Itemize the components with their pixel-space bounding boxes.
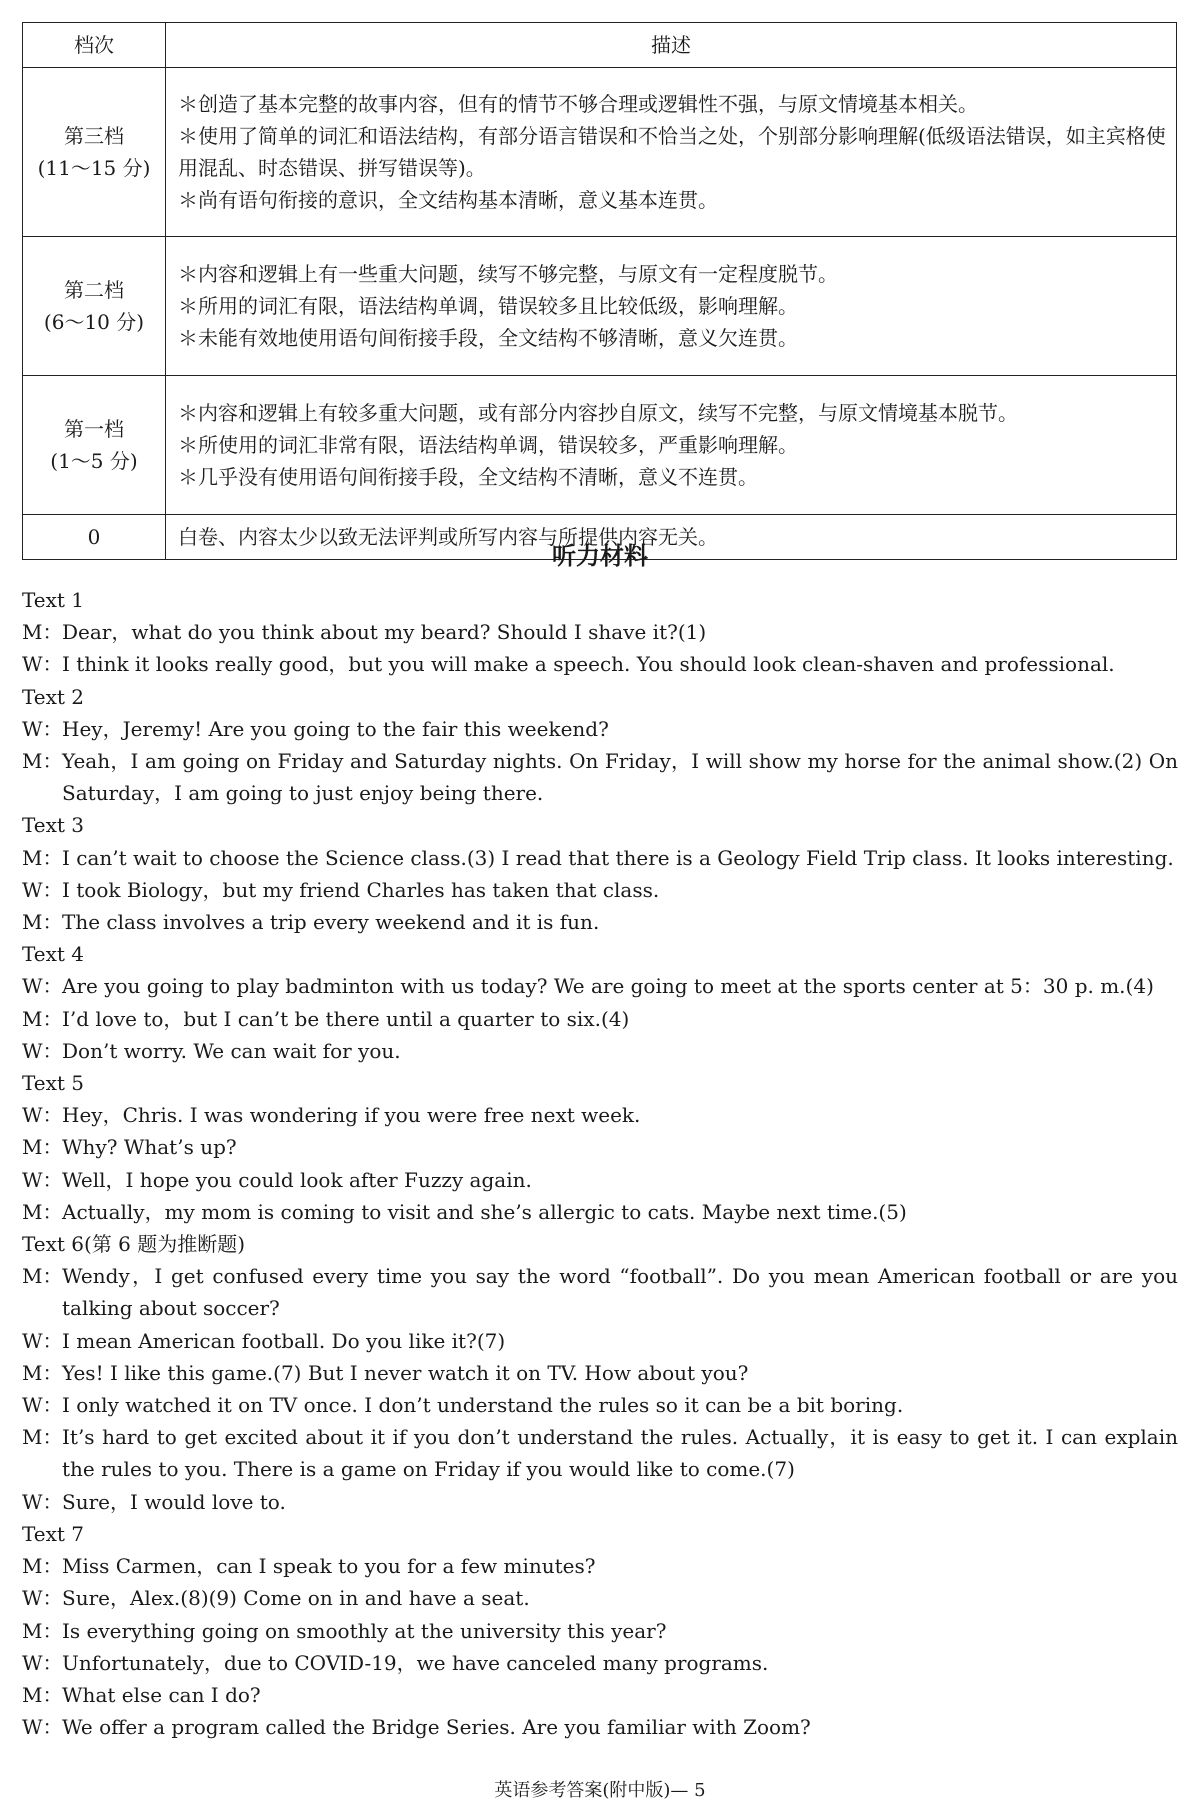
rubric-row-level-3 <box>23 68 1177 237</box>
transcript-text-heading: Text 7 <box>22 1521 85 1546</box>
dialog-line <box>22 1615 1178 1647</box>
speaker-label: W： <box>22 1328 63 1353</box>
dialog-line <box>22 1035 1178 1067</box>
rubric-item: ＊内容和逻辑上有较多重大问题，或有部分内容抄自原文，续写不完整，与原文情境基本脱节。 <box>178 401 1018 425</box>
rubric-header-description: 描述 <box>166 23 1177 68</box>
dialog-text: Dear，what do you think about my beard? Should I shave it?(1) <box>62 620 707 645</box>
dialog-text: Unfortunately，due to COVID-19，we have canceled many programs. <box>62 1650 769 1675</box>
rubric-level-range: (1～5 分) <box>50 449 138 473</box>
dialog-text: We offer a program called the Bridge Series. Are you familiar with Zoom? <box>62 1715 811 1740</box>
speaker-label: M： <box>22 1006 63 1031</box>
speaker-label: W： <box>22 1715 63 1740</box>
speaker-label: M： <box>22 1199 63 1224</box>
speaker-label: M： <box>22 620 63 645</box>
dialog-text: Yes! I like this game.(7) But I never watch it on TV. How about you? <box>62 1360 749 1385</box>
speaker-label: M： <box>22 1682 63 1707</box>
rubric-description-cell <box>166 376 1177 515</box>
speaker-label: M： <box>22 1425 63 1450</box>
dialog-line <box>22 648 1178 680</box>
dialog-text: What else can I do? <box>62 1682 261 1707</box>
dialog-line <box>22 1131 1178 1163</box>
rubric-item: ＊尚有语句衔接的意识，全文结构基本清晰，意义基本连贯。 <box>178 188 718 212</box>
dialog-text: I’d love to，but I can’t be there until a quarter to six.(4) <box>62 1006 630 1031</box>
speaker-label: W： <box>22 1393 63 1418</box>
rubric-item: ＊未能有效地使用语句间衔接手段，全文结构不够清晰，意义欠连贯。 <box>178 326 798 350</box>
dialog-text: I only watched it on TV once. I don’t understand the rules so it can be a bit boring. <box>62 1393 904 1418</box>
dialog-line <box>22 1486 1178 1518</box>
speaker-label: W： <box>22 877 63 902</box>
dialog-text: I mean American football. Do you like it?(7) <box>62 1328 506 1353</box>
scoring-rubric-table <box>22 22 1177 560</box>
dialog-line <box>22 842 1178 874</box>
dialog-line <box>22 1196 1178 1228</box>
dialog-line <box>22 1550 1178 1582</box>
rubric-level-name: 第一档 <box>64 417 124 441</box>
dialog-line <box>22 1260 1178 1324</box>
rubric-item: 白卷、内容太少以致无法评判或所写内容与所提供内容无关。 <box>178 525 718 549</box>
rubric-item: ＊所使用的词汇非常有限，语法结构单调，错误较多，严重影响理解。 <box>178 433 798 457</box>
speaker-label: M： <box>22 1618 63 1643</box>
section-title: 听力材料 <box>552 542 648 570</box>
dialog-line <box>22 906 1178 938</box>
transcript-text-heading: Text 2 <box>22 684 85 709</box>
dialog-line <box>22 970 1178 1002</box>
dialog-line <box>22 1325 1178 1357</box>
speaker-label: M： <box>22 1135 63 1160</box>
dialog-text: Don’t worry. We can wait for you. <box>62 1038 401 1063</box>
listening-transcript <box>22 584 1178 1743</box>
rubric-item: ＊几乎没有使用语句间衔接手段，全文结构不清晰，意义不连贯。 <box>178 465 758 489</box>
speaker-label: W： <box>22 1489 63 1514</box>
rubric-item: ＊所用的词汇有限，语法结构单调，错误较多且比较低级，影响理解。 <box>178 294 798 318</box>
dialog-line <box>22 1711 1178 1743</box>
dialog-text: I think it looks really good，but you will make a speech. You should look clean-shaven and professional. <box>62 652 1115 677</box>
dialog-text: I can’t wait to choose the Science class.(3) I read that there is a Geology Field Trip class. It looks interesting. <box>62 845 1174 870</box>
transcript-text-heading: Text 1 <box>22 588 85 612</box>
dialog-text: Yeah，I am going on Friday and Saturday nights. On Friday，I will show my horse for the animal show.(2) On Saturday，I am going to just enjoy being there. <box>62 749 1178 806</box>
dialog-line <box>22 713 1178 745</box>
dialog-text: I took Biology，but my friend Charles has taken that class. <box>62 877 660 902</box>
dialog-text: Miss Carmen，can I speak to you for a few minutes? <box>62 1554 596 1579</box>
dialog-text: Are you going to play badminton with us today? We are going to meet at the sports center at 5：30 p. m.(4) <box>62 974 1154 999</box>
transcript-text-heading: Text 4 <box>22 942 85 967</box>
rubric-item: ＊创造了基本完整的故事内容，但有的情节不够合理或逻辑性不强，与原文情境基本相关。 <box>178 92 978 116</box>
rubric-level-cell <box>23 68 166 237</box>
dialog-text: Hey，Chris. I was wondering if you were free next week. <box>62 1103 641 1128</box>
rubric-row-level-2 <box>23 237 1177 376</box>
rubric-level-range: (6～10 分) <box>43 310 145 334</box>
speaker-label: M： <box>22 910 63 935</box>
dialog-text: It’s hard to get excited about it if you don’t understand the rules. Actually，it is easy to get it. I can explain the rules to you. There is a game on Friday if you would like to come.(7) <box>62 1425 1178 1482</box>
dialog-line <box>22 1679 1178 1711</box>
dialog-line <box>22 1357 1178 1389</box>
dialog-line <box>22 616 1178 648</box>
speaker-label: M： <box>22 845 63 870</box>
rubric-description-cell <box>166 237 1177 376</box>
dialog-line <box>22 1647 1178 1679</box>
rubric-row-level-1 <box>23 376 1177 515</box>
rubric-level-cell <box>23 376 166 515</box>
dialog-text: Is everything going on smoothly at the university this year? <box>62 1618 667 1643</box>
transcript-text-heading: Text 5 <box>22 1071 85 1096</box>
rubric-header-row <box>23 23 1177 68</box>
dialog-line <box>22 1164 1178 1196</box>
rubric-header-level: 档次 <box>23 23 166 68</box>
speaker-label: W： <box>22 974 63 999</box>
dialog-line <box>22 745 1178 809</box>
dialog-text: Well，I hope you could look after Fuzzy again. <box>62 1167 532 1192</box>
dialog-text: Sure，I would love to. <box>62 1489 286 1514</box>
dialog-line <box>22 1099 1178 1131</box>
rubric-level-cell <box>23 237 166 376</box>
speaker-label: W： <box>22 1167 63 1192</box>
dialog-text: The class involves a trip every weekend and it is fun. <box>62 910 600 935</box>
speaker-label: W： <box>22 1650 63 1675</box>
rubric-level-name: 第二档 <box>64 278 124 302</box>
speaker-label: M： <box>22 1264 63 1289</box>
rubric-item: ＊内容和逻辑上有一些重大问题，续写不够完整，与原文有一定程度脱节。 <box>178 262 838 286</box>
dialog-line <box>22 1421 1178 1485</box>
rubric-description-cell <box>166 68 1177 237</box>
speaker-label: M： <box>22 749 63 774</box>
speaker-label: M： <box>22 1554 63 1579</box>
dialog-text: Wendy，I get confused every time you say the word “football”. Do you mean American football or are you talking about soccer? <box>62 1264 1178 1321</box>
dialog-text: Sure，Alex.(8)(9) Come on in and have a seat. <box>62 1586 530 1611</box>
dialog-line <box>22 1003 1178 1035</box>
rubric-item: ＊使用了简单的词汇和语法结构，有部分语言错误和不恰当之处，个别部分影响理解(低级语法错误，如主宾格使用混乱、时态错误、拼写错误等)。 <box>178 124 1166 180</box>
speaker-label: W： <box>22 1103 63 1128</box>
dialog-line <box>22 1582 1178 1614</box>
speaker-label: W： <box>22 716 63 741</box>
speaker-label: W： <box>22 652 63 677</box>
page-footer: 英语参考答案(附中版)— 5 <box>494 1780 706 1801</box>
rubric-level-range: (11～15 分) <box>37 156 151 180</box>
dialog-line <box>22 874 1178 906</box>
dialog-text: Hey，Jeremy! Are you going to the fair this weekend? <box>62 716 609 741</box>
speaker-label: W： <box>22 1586 63 1611</box>
transcript-text-heading: Text 3 <box>22 813 85 838</box>
transcript-text-heading: Text 6(第 6 题为推断题) <box>22 1232 246 1257</box>
dialog-line <box>22 1389 1178 1421</box>
dialog-text: Actually，my mom is coming to visit and she’s allergic to cats. Maybe next time.(5) <box>62 1199 907 1224</box>
rubric-level-name: 0 <box>23 515 166 560</box>
rubric-level-name: 第三档 <box>64 124 124 148</box>
dialog-text: Why? What’s up? <box>62 1135 237 1160</box>
speaker-label: W： <box>22 1038 63 1063</box>
speaker-label: M： <box>22 1360 63 1385</box>
